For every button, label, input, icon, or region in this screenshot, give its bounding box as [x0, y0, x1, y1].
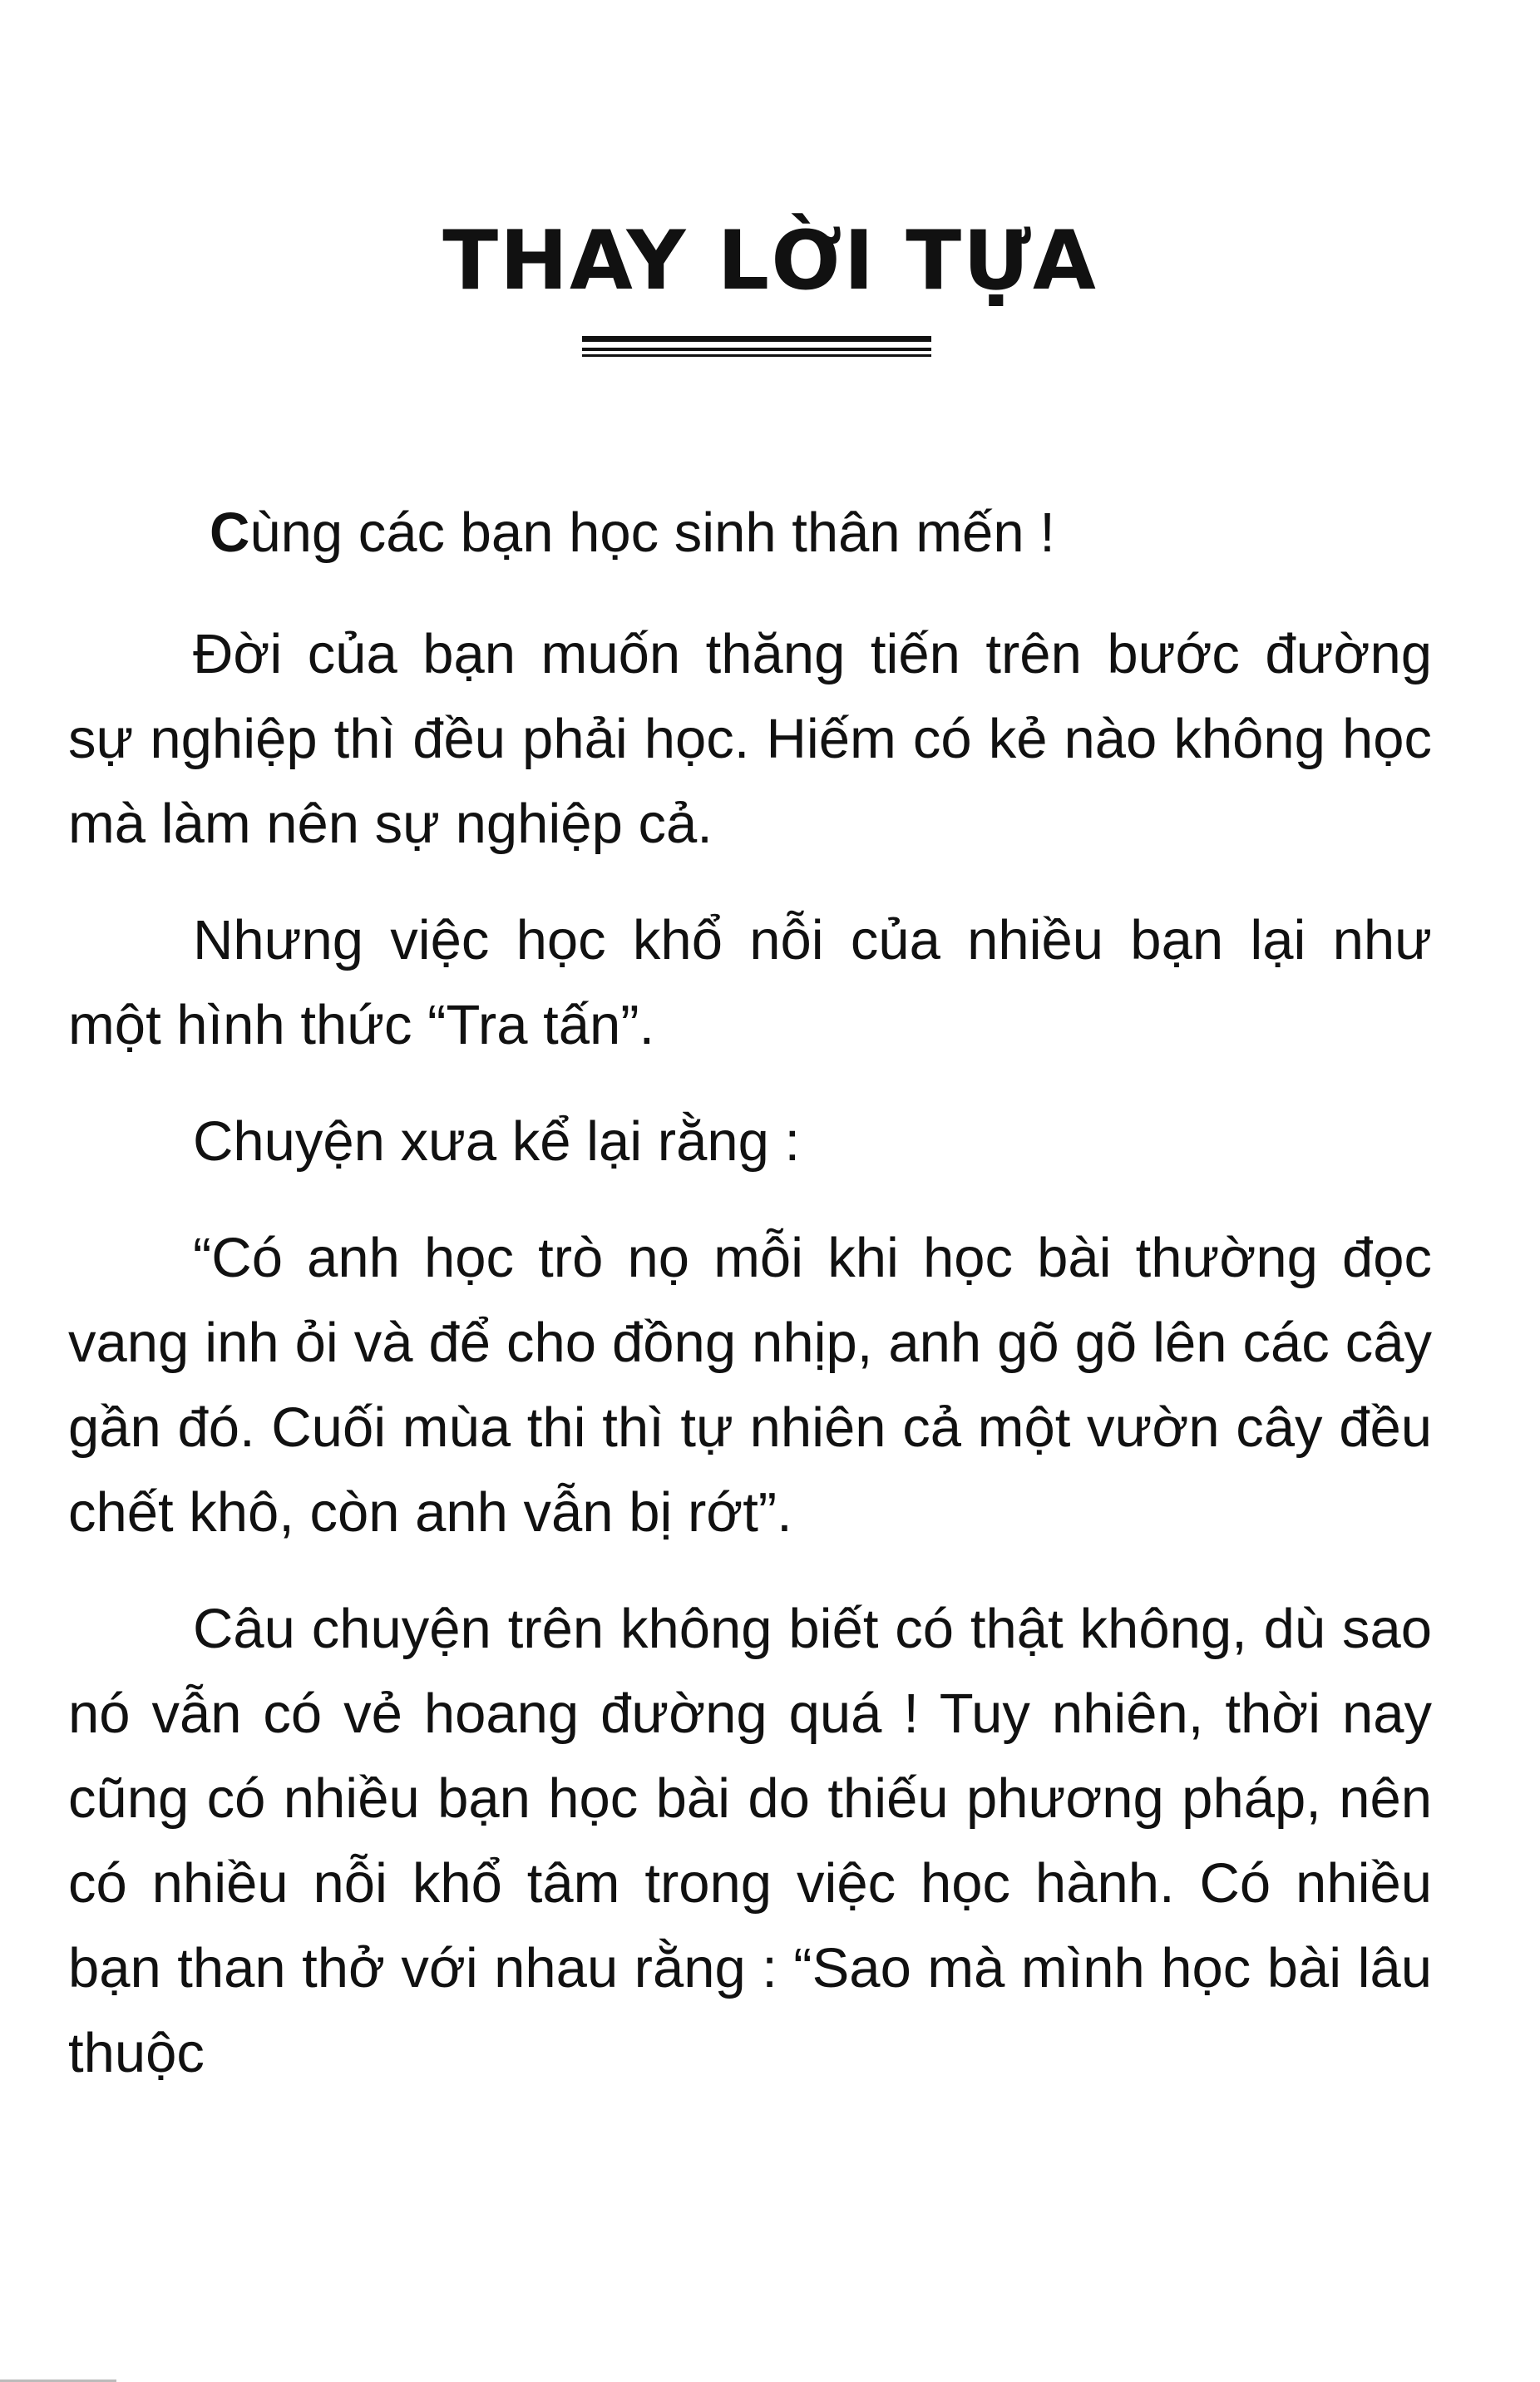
paragraph-1: Đời của bạn muốn thăng tiến trên bước đường sự nghiệp thì đều phải học. Hiếm có kẻ nào không học mà làm nên sự nghiệp cả. — [68, 623, 1432, 855]
greeting-text: ùng các bạn học sinh thân mến ! — [249, 502, 1055, 564]
paragraph-2: Nhưng việc học khổ nỗi của nhiều bạn lại như một hình thức “Tra tấn”. — [68, 909, 1432, 1056]
paragraph-4: “Có anh học trò nọ mỗi khi học bài thường đọc vang inh ỏi và để cho đồng nhịp, anh gõ gõ lên các cây gần đó. Cuối mùa thi thì tự nhiên cả một vườn cây đều chết khô, còn anh vẫn bị rớt”. — [68, 1227, 1432, 1544]
paragraph-5: Câu chuyện trên không biết có thật không, dù sao nó vẫn có vẻ hoang đường quá ! Tuy nhiên, thời nay cũng có nhiều bạn học bài do thiếu phương pháp, nên có nhiều nỗi khổ tâm trong việc học hành. Có nhiều bạn than thở với nhau rằng : “Sao mà mình học bài lâu thuộc — [68, 1598, 1432, 2084]
title-underline — [582, 336, 931, 358]
paragraph-3: Chuyện xưa kể lại rằng : — [193, 1110, 801, 1173]
title-underline-thick — [582, 336, 931, 342]
greeting-initial: C — [210, 502, 250, 564]
greeting-paragraph — [68, 491, 1432, 576]
page-title: THAY LỜI TỰA — [442, 214, 1098, 309]
title-underline-thin-lower — [582, 354, 931, 357]
body-text — [68, 491, 1432, 2127]
title-underline-thin — [582, 348, 931, 351]
